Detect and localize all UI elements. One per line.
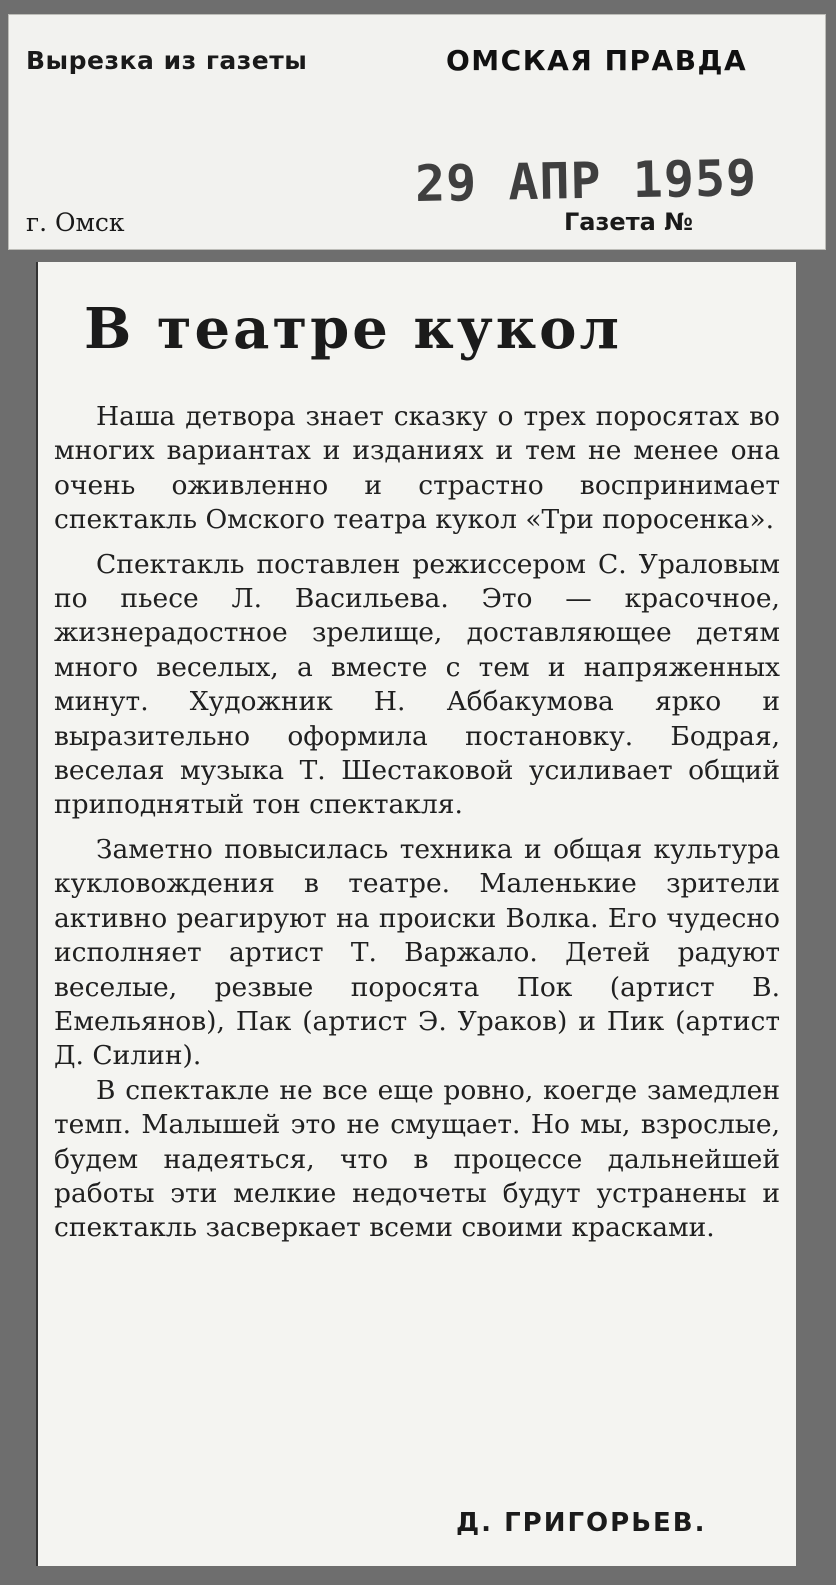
article-body: [54, 400, 780, 1246]
article-paragraph: Наша детвора знает сказку о трех поросятах во многих вариантах и изданиях и тем не менее она очень оживленно и страстно воспринимает спектакль Омского театра кукол «Три поросенка».: [54, 401, 780, 536]
article-title: В театре кукол: [84, 296, 622, 362]
article-paragraph: Спектакль поставлен режиссером С. Ураловым по пьесе Л. Васильева. Это — красочное, жизнерадостное зрелище, доставляющее детям много веселых, а вместе с тем и напряженных минут. Художник Н. Аббакумова ярко и выразительно оформила постановку. Бодрая, веселая музыка Т. Шестаковой усиливает общий приподнятый тон спектакля.: [54, 548, 780, 821]
date-stamp: 29 АПР 1959: [414, 149, 758, 213]
article-paragraph: В спектакле не все еще ровно, коегде замедлен темп. Малышей это не смущает. Но мы, взрослые, будем надеяться, что в процессе дальнейшей работы эти мелкие недочеты будут устранены и спектакль засверкает всеми своими красками.: [54, 1074, 780, 1244]
article-paragraph: Заметно повысилась техника и общая культура кукловождения в театре. Маленькие зрители активно реагируют на происки Волка. Его чудесно исполняет артист Т. Варжало. Детей радуют веселые, резвые поросята Пок (артист В. Емельянов), Пак (артист Э. Ураков) и Пик (артист Д. Силин).: [54, 833, 780, 1072]
issue-number-label: Газета №: [564, 208, 694, 236]
city-label: г. Омск: [26, 208, 125, 237]
source-prefix: Вырезка из газеты: [26, 46, 308, 75]
newspaper-name: ОМСКАЯ ПРАВДА: [446, 44, 748, 77]
author-signature: Д. ГРИГОРЬЕВ.: [456, 1508, 707, 1538]
